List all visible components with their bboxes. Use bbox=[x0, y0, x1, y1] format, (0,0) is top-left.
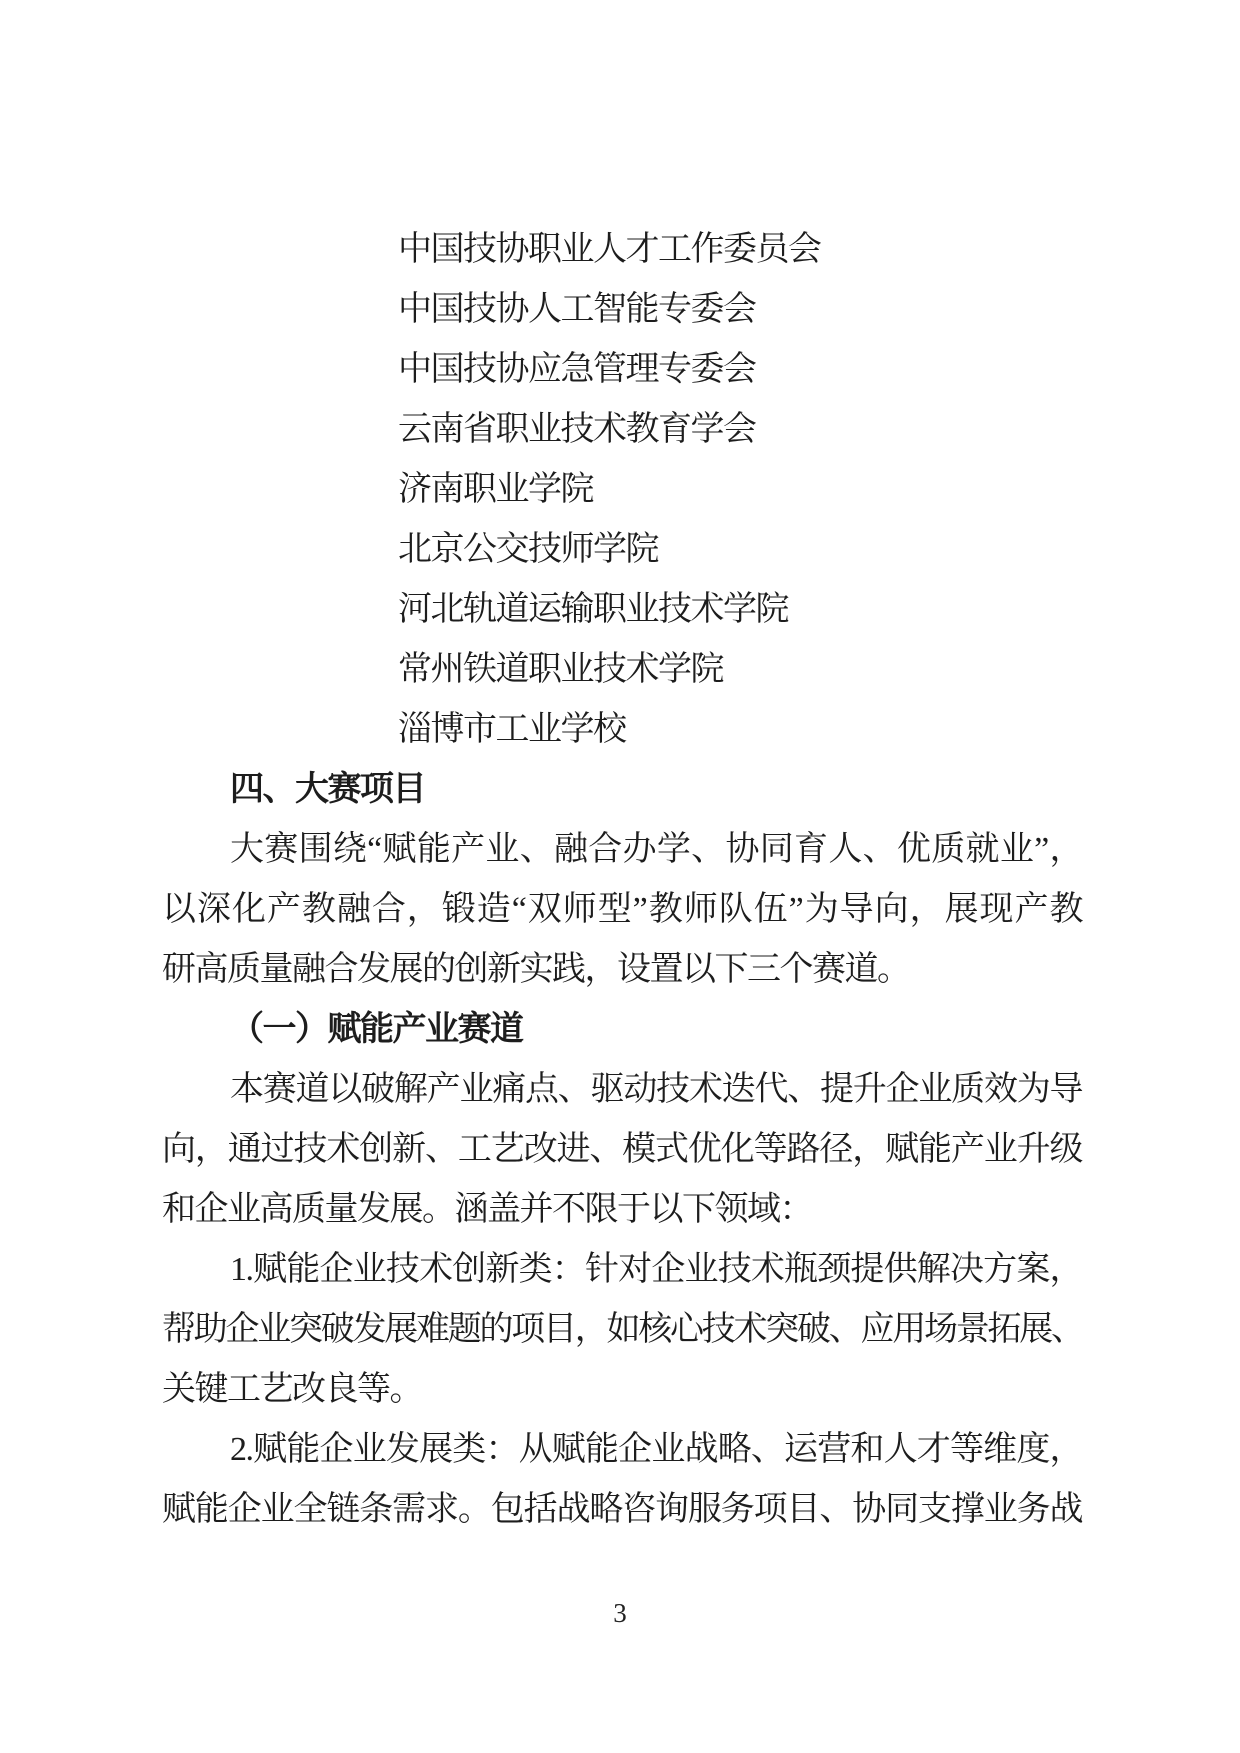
track-1-heading: （一）赋能产业赛道 bbox=[230, 1011, 523, 1048]
organization-line: 中国技协人工智能专委会 bbox=[398, 291, 756, 328]
track-1-body-line: 向，通过技术创新、工艺改进、模式优化等路径，赋能产业升级 bbox=[162, 1131, 1082, 1168]
text-block bbox=[162, 220, 1082, 1540]
section-4-heading: 四、大赛项目 bbox=[230, 771, 425, 808]
organization-line: 云南省职业技术教育学会 bbox=[398, 411, 756, 448]
organization-line: 常州铁道职业技术学院 bbox=[398, 651, 723, 688]
track-1-item-2-line: 赋能企业全链条需求。包括战略咨询服务项目、协同支撑业务战 bbox=[162, 1491, 1082, 1528]
track-1-item-1-line: 1.赋能企业技术创新类：针对企业技术瓶颈提供解决方案， bbox=[230, 1251, 1082, 1288]
section-4-intro-line: 大赛围绕“赋能产业、融合办学、协同育人、优质就业”， bbox=[230, 831, 1082, 868]
track-1-item-1-line: 帮助企业突破发展难题的项目，如核心技术突破、应用场景拓展、 bbox=[162, 1311, 1082, 1348]
organization-line: 北京公交技师学院 bbox=[398, 531, 658, 568]
track-1-body-line: 和企业高质量发展。涵盖并不限于以下领域： bbox=[162, 1191, 812, 1228]
section-4-intro-line: 研高质量融合发展的创新实践，设置以下三个赛道。 bbox=[162, 951, 910, 988]
track-1-item-1-line: 关键工艺改良等。 bbox=[162, 1371, 422, 1408]
organization-line: 河北轨道运输职业技术学院 bbox=[398, 591, 788, 628]
organization-line: 济南职业学院 bbox=[398, 471, 593, 508]
track-1-item-2-line: 2.赋能企业发展类：从赋能企业战略、运营和人才等维度， bbox=[230, 1431, 1082, 1468]
organization-line: 淄博市工业学校 bbox=[398, 711, 626, 748]
organization-line: 中国技协职业人才工作委员会 bbox=[398, 231, 821, 268]
organization-line: 中国技协应急管理专委会 bbox=[398, 351, 756, 388]
track-1-body-line: 本赛道以破解产业痛点、驱动技术迭代、提升企业质效为导 bbox=[230, 1071, 1082, 1108]
page-number: 3 bbox=[613, 1598, 627, 1628]
section-4-intro-line: 以深化产教融合，锻造“双师型”教师队伍”为导向，展现产教 bbox=[162, 891, 1082, 928]
